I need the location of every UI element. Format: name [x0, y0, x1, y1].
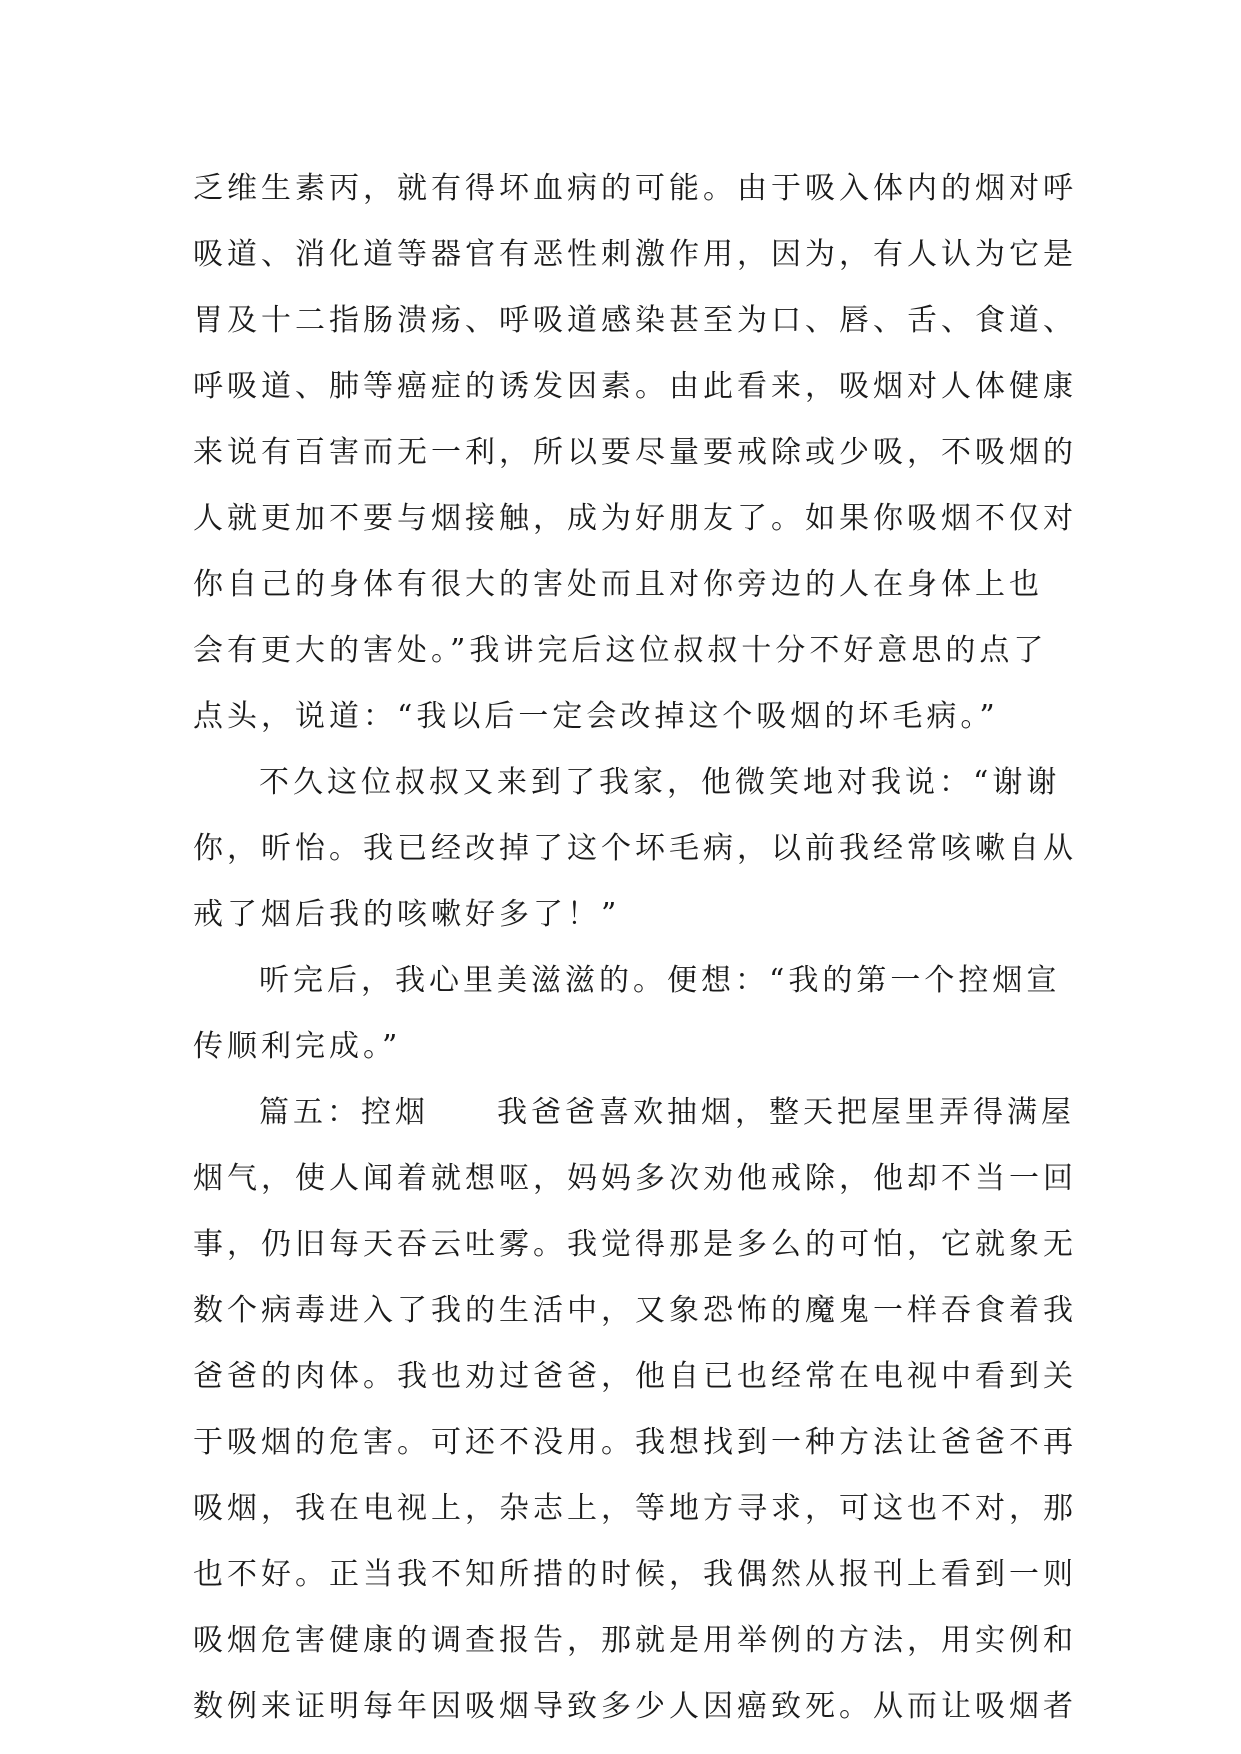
text-line: 你自己的身体有很大的害处而且对你旁边的人在身体上也 [193, 567, 1043, 602]
text-line: 点头，说道：“我以后一定会改掉这个吸烟的坏毛病。” [193, 699, 999, 734]
text-line: 乏维生素丙，就有得坏血病的可能。由于吸入体内的烟对呼 [193, 171, 1077, 206]
text-line: 来说有百害而无一利，所以要尽量要戒除或少吸，不吸烟的 [193, 435, 1077, 470]
body-text [193, 156, 1077, 1740]
text-line: 胃及十二指肠溃疡、呼吸道感染甚至为口、唇、舌、食道、 [193, 303, 1077, 338]
text-line: 吸烟，我在电视上，杂志上，等地方寻求，可这也不对，那 [193, 1491, 1077, 1526]
text-line: 戒了烟后我的咳嗽好多了！” [193, 897, 621, 932]
text-line: 事，仍旧每天吞云吐雾。我觉得那是多么的可怕，它就象无 [193, 1227, 1077, 1262]
text-line: 烟气，使人闻着就想呕，妈妈多次劝他戒除，他却不当一回 [193, 1161, 1077, 1196]
text-line: 数个病毒进入了我的生活中，又象恐怖的魔鬼一样吞食着我 [193, 1293, 1077, 1328]
section-heading-line: 篇五：控烟 我爸爸喜欢抽烟，整天把屋里弄得满屋 [259, 1095, 1075, 1130]
text-line: 人就更加不要与烟接触，成为好朋友了。如果你吸烟不仅对 [193, 501, 1077, 536]
text-line: 吸道、消化道等器官有恶性刺激作用，因为，有人认为它是 [193, 237, 1077, 272]
paragraph-start-line: 不久这位叔叔又来到了我家，他微笑地对我说：“谢谢 [259, 765, 1061, 800]
text-line: 传顺利完成。” [193, 1029, 402, 1064]
paragraph-start-line: 听完后，我心里美滋滋的。便想：“我的第一个控烟宣 [259, 963, 1061, 998]
text-line: 也不好。正当我不知所措的时候，我偶然从报刊上看到一则 [193, 1557, 1077, 1592]
text-line: 爸爸的肉体。我也劝过爸爸，他自已也经常在电视中看到关 [193, 1359, 1077, 1394]
text-line: 数例来证明每年因吸烟导致多少人因癌致死。从而让吸烟者 [193, 1689, 1077, 1724]
text-line: 于吸烟的危害。可还不没用。我想找到一种方法让爸爸不再 [193, 1425, 1077, 1460]
text-line: 你，昕怡。我已经改掉了这个坏毛病，以前我经常咳嗽自从 [193, 831, 1077, 866]
text-line: 吸烟危害健康的调查报告，那就是用举例的方法，用实例和 [193, 1623, 1077, 1658]
text-line: 呼吸道、肺等癌症的诱发因素。由此看来，吸烟对人体健康 [193, 369, 1077, 404]
text-line: 会有更大的害处。”我讲完后这位叔叔十分不好意思的点了 [193, 633, 1048, 668]
